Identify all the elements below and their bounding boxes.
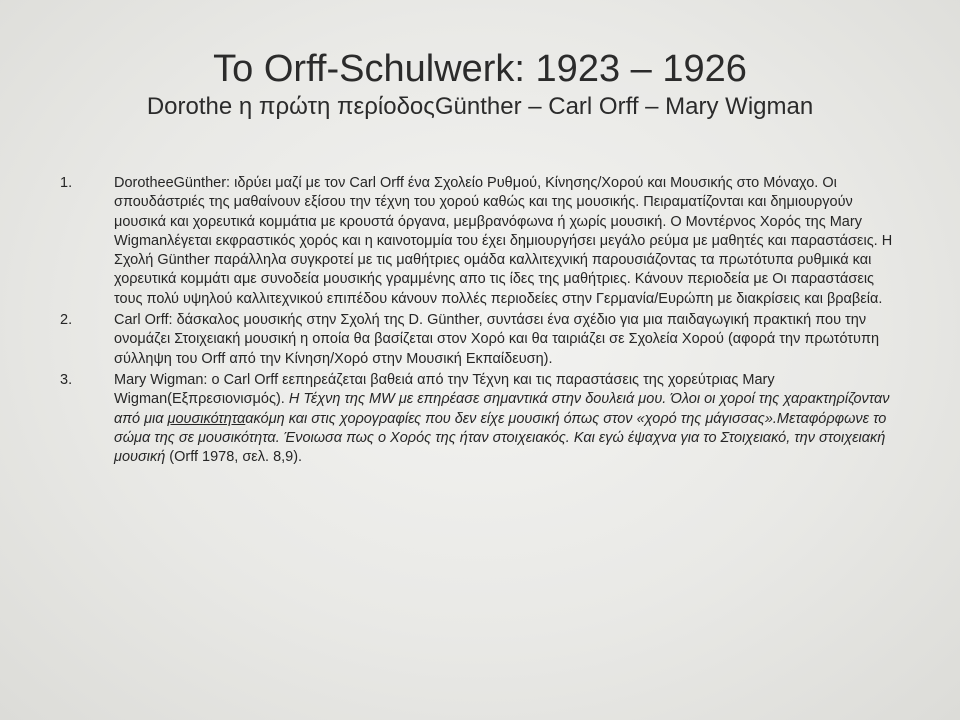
list-item-number: 1.	[60, 175, 73, 191]
slide-title-block	[60, 46, 900, 122]
list-item-3	[60, 371, 900, 467]
orff-citation: (Orff 1978, σελ. 8,9).	[165, 449, 303, 466]
list-item-text: Carl Orff: δάσκαλος μουσικής στην Σχολή της D. Günther, συντάσει ένα σχέδιο για μια παιδαγωγική πρακτική που την ονομάζει Στοιχειακή μουσική η οποία θα βασίζεται στον Χορό και θα ταιριάζει σε Σχολεία Χορού (αφορά την πρωτότυπη σύλληψη του Orff από την Κίνηση/Χορό στην Μουσική Εκπαίδευση).	[114, 312, 880, 367]
slide-title: Το Orff-Schulwerk: 1923 – 1926	[213, 48, 747, 90]
list-item-1	[60, 174, 900, 309]
slide-content	[60, 174, 900, 469]
orff-quote-underlined-word: μουσικότητα	[167, 410, 246, 427]
orff-quote-part-b: ακόμη και στις χορογραφίες που δεν είχε μουσική όπως στον «χορό της μάγισσας».Μεταφόρφωνε το σώμα της σε μουσικότητα. Ένοιωσα πως ο Χορός της ήταν στοιχειακός. Και εγώ έψαχνα για το Στοιχειακό, την στοιχειακή μουσική	[114, 410, 887, 466]
list-item-number: 2.	[60, 312, 73, 329]
item-3-intro: Mary Wigman: ο Carl Orff εεπηρεάζεται βαθειά από την Τέχνη και τις παραστάσεις της χορεύτριας Mary Wigman(Εξπρεσιονισμός).	[114, 371, 775, 408]
list-item-text	[114, 371, 900, 467]
orff-quote-part-a: Η Τέχνη της MW με επηρέασε σημαντικά στην δουλειά μου. Όλοι οι χοροί της χαρακτηρίζονταν από μια	[114, 391, 890, 427]
list-item-number: 3.	[60, 371, 73, 388]
slide-subtitle: Dorothe η πρώτη περίοδοςGünther – Carl Orff – Mary Wigman	[146, 93, 814, 120]
list-item-text: DorotheeGünther: ιδρύει μαζί με τον Carl Orff ένα Σχολείο Ρυθμού, Κίνησης/Χορού και Μουσικής στο Μόναχο. Οι σπουδάστριές της μαθαίνουν εξίσου την τέχνη του χορού καθώς και της μουσικής. Πειραματίζονται και δημιουργούν μουσικά και χορευτικά κομμάτια με κρουστά όργανα, μεμβρανόφωνα ή χωρίς μουσική. Ο Μοντέρνος Χορός της Mary Wigmanλέγεται εκφραστικός χορός και η καινοτομμία του έχει δημιουργήσει μεγάλο ρεύμα με μαθητές και παραστάσεις. Η Σχολή Günther παράλληλα συγκροτεί με τις μαθήτριες ομάδα καλλιτεχνική παρουσιάζοντας τα πρωτότυπα ρυθμικά και χορευτικά κομμάτι αμε συνοδεία μουσικής γραμμένης απο τις ίδες της μαθήτριες. Κάνουν περιοδεία με Οι παραστάσεις τους πολύ υψηλού καλλιτεχνικού επιπέδου κάνουν πολλές περιοδείες στην Γερμανία/Ευρώπη με διακρίσεις και βραβεία.	[114, 175, 893, 307]
list-item-2	[60, 311, 900, 369]
